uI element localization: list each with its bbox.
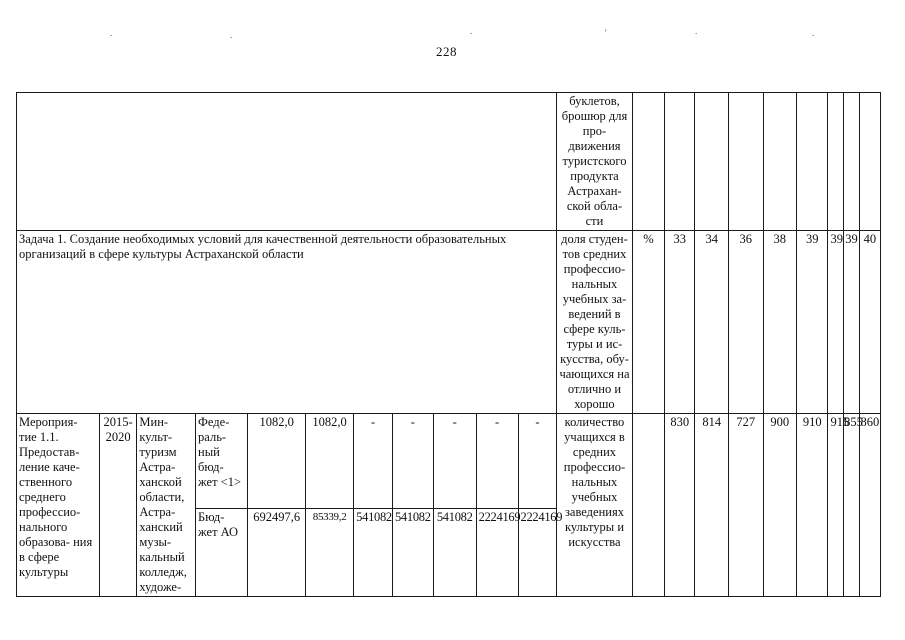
- value-cell: [695, 93, 729, 231]
- scan-speck: ': [605, 28, 607, 38]
- value-cell: 814: [695, 414, 729, 597]
- activity-name: Мероприя- тие 1.1. Предостав- ление каче- ственного среднего профессио- нального образова- ния в сфере культуры: [17, 414, 100, 597]
- scan-speck: .: [470, 26, 473, 36]
- value-cell: 36: [728, 231, 763, 414]
- value-cell: 33: [665, 231, 695, 414]
- value-cell: [844, 93, 860, 231]
- indicator-cell: доля студен- тов средних профессио- нальных учебных за- ведений в сфере куль- туры и ис- кусства, обу- чающихся на отлично и хорошо: [557, 231, 632, 414]
- value-cell: 900: [763, 414, 797, 597]
- funding-year: -: [433, 414, 476, 509]
- funding-2015: 1082,0: [306, 414, 354, 509]
- value-cell: 39: [828, 231, 844, 414]
- activity-period: 2015- 2020: [99, 414, 137, 597]
- value-cell: 38: [763, 231, 797, 414]
- funding-total: 692497,6: [248, 508, 306, 596]
- value-cell: 39: [797, 231, 828, 414]
- funding-source: Бюд- жет АО: [196, 508, 248, 596]
- indicator-cell: буклетов, брошюр для про- движения туристского продукта Астрахан- ской обла- сти: [557, 93, 632, 231]
- funding-year: -: [392, 414, 433, 509]
- funding-year: -: [354, 414, 393, 509]
- value-cell: 40: [859, 231, 880, 414]
- task-row: [17, 231, 881, 414]
- value-cell: [763, 93, 797, 231]
- funding-year: 541082: [392, 508, 433, 596]
- scan-speck: .: [812, 28, 815, 38]
- value-cell: 830: [665, 414, 695, 597]
- scan-speck: .: [110, 28, 113, 38]
- funding-year: 541082: [433, 508, 476, 596]
- value-cell: [665, 93, 695, 231]
- indicator-cell: количество учащихся в средних профессио- нальных учебных заведениях культуры и искусства: [557, 414, 632, 597]
- funding-2015: 85339,2: [306, 508, 354, 596]
- value-cell: [828, 93, 844, 231]
- value-cell: [859, 93, 880, 231]
- value-cell: 860: [859, 414, 880, 597]
- funding-year: 2224169: [518, 508, 557, 596]
- program-table: [16, 92, 881, 597]
- value-cell: [728, 93, 763, 231]
- unit-cell: %: [632, 231, 664, 414]
- activity-executor: Мин- культ- туризм Астра- ханской области, Астра- ханский музы- кальный колледж, художе-: [137, 414, 196, 597]
- value-cell: 855: [844, 414, 860, 597]
- funding-year: -: [476, 414, 518, 509]
- activity-row-federal: [17, 414, 881, 509]
- value-cell: 915: [828, 414, 844, 597]
- page-number: 228: [436, 44, 457, 59]
- value-cell: 34: [695, 231, 729, 414]
- funding-year: -: [518, 414, 557, 509]
- unit-cell: [632, 414, 664, 597]
- value-cell: 39: [844, 231, 860, 414]
- funding-year: 2224169: [476, 508, 518, 596]
- funding-total: 1082,0: [248, 414, 306, 509]
- table-row: [17, 93, 881, 231]
- value-cell: 910: [797, 414, 828, 597]
- funding-year: 541082: [354, 508, 393, 596]
- unit-cell: [632, 93, 664, 231]
- scan-speck: .: [230, 30, 233, 40]
- empty-cell: [17, 93, 557, 231]
- task-title: Задача 1. Создание необходимых условий для качественной деятельности образовательных организаций в сфере культуры Астраханской области: [17, 231, 557, 414]
- value-cell: [797, 93, 828, 231]
- scan-speck: .: [695, 26, 698, 36]
- value-cell: 727: [728, 414, 763, 597]
- funding-source: Феде- раль- ный бюд- жет <1>: [196, 414, 248, 509]
